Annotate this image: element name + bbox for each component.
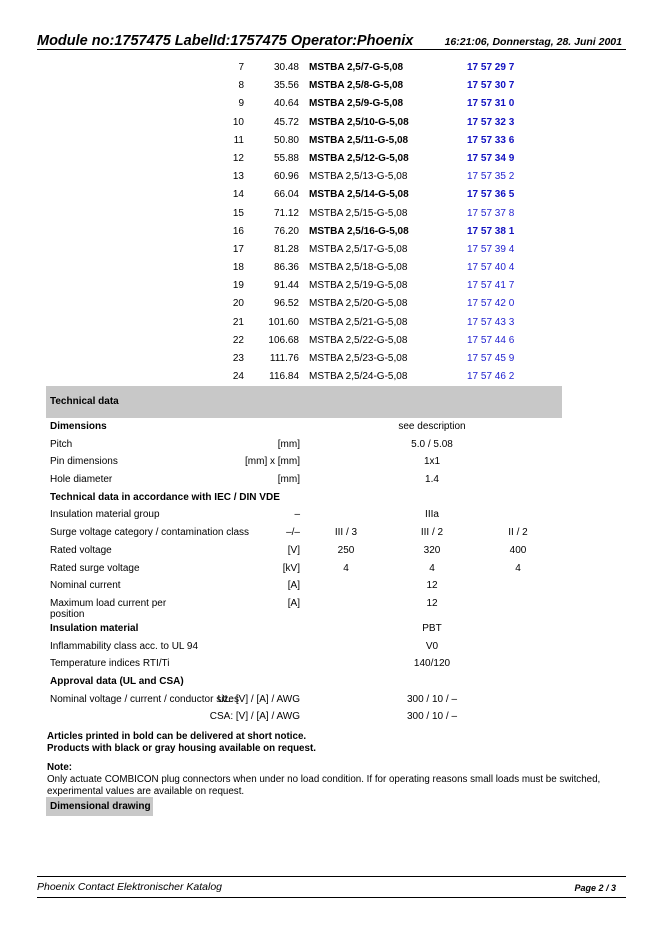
property-unit: [A] xyxy=(287,597,300,609)
pole-count: 12 xyxy=(232,152,244,164)
length-value: 116.84 xyxy=(269,371,299,383)
property-label: Rated surge voltage xyxy=(50,562,140,574)
housing-note: Products with black or gray housing available on request. xyxy=(47,743,316,754)
tech-row xyxy=(50,657,560,675)
length-value: 101.60 xyxy=(268,316,299,328)
order-number: 17 57 41 7 xyxy=(467,280,515,292)
length-value: 96.52 xyxy=(273,298,299,310)
order-number: 17 57 30 7 xyxy=(467,80,515,92)
length-value: 40.64 xyxy=(273,98,299,110)
article-type: MSTBA 2,5/12-G-5,08 xyxy=(309,152,409,164)
value-col-2: 4 xyxy=(429,562,435,574)
article-type: MSTBA 2,5/13-G-5,08 xyxy=(309,171,408,183)
technical-data-bar xyxy=(46,386,562,418)
property-label: Nominal voltage / current / conductor sizes xyxy=(50,693,239,705)
value-col-2: 140/120 xyxy=(413,658,451,670)
property-unit: UL: [V] / [A] / AWG xyxy=(217,693,300,705)
value-col-2: 300 / 10 / – xyxy=(406,693,458,705)
pole-count: 24 xyxy=(232,371,244,383)
article-type: MSTBA 2,5/14-G-5,08 xyxy=(309,189,409,201)
property-unit: – xyxy=(294,509,300,521)
property-unit: [mm] xyxy=(277,474,300,486)
pole-count: 22 xyxy=(232,334,244,346)
note-title: Note: xyxy=(47,762,73,773)
value-col-1: 4 xyxy=(343,562,349,574)
value-col-2: 12 xyxy=(426,597,438,609)
order-number: 17 57 44 6 xyxy=(467,334,515,346)
page-footer xyxy=(37,876,626,898)
section-row xyxy=(50,491,560,509)
page-title: Module no:1757475 LabelId:1757475 Operator:Phoenix xyxy=(37,33,414,49)
length-value: 60.96 xyxy=(273,171,299,183)
tech-row xyxy=(50,508,560,526)
article-type: MSTBA 2,5/8-G-5,08 xyxy=(309,80,404,92)
order-number: 17 57 39 4 xyxy=(467,243,515,255)
tech-row xyxy=(50,579,560,597)
length-value: 81.28 xyxy=(273,243,299,255)
length-value: 86.36 xyxy=(273,262,299,274)
article-type: MSTBA 2,5/21-G-5,08 xyxy=(309,316,408,328)
order-number: 17 57 38 1 xyxy=(467,225,515,237)
pole-count: 15 xyxy=(232,207,244,219)
section-row xyxy=(50,622,560,640)
section-heading: Insulation material xyxy=(50,622,139,634)
section-heading: Technical data in accordance with IEC / DIN VDE xyxy=(50,491,280,503)
tech-row xyxy=(50,562,560,580)
tech-row xyxy=(50,438,560,456)
order-number: 17 57 31 0 xyxy=(467,98,515,110)
value-col-3: II / 2 xyxy=(508,527,528,539)
property-label: Pitch xyxy=(50,438,73,450)
pole-count: 9 xyxy=(238,98,244,110)
property-label: Maximum load current per position xyxy=(50,597,167,620)
article-type: MSTBA 2,5/18-G-5,08 xyxy=(309,262,408,274)
value-col-2: see description xyxy=(398,421,466,432)
section-heading: Approval data (UL and CSA) xyxy=(50,675,184,687)
property-unit: –/– xyxy=(286,527,300,539)
article-type: MSTBA 2,5/17-G-5,08 xyxy=(309,243,408,255)
catalog-name: Phoenix Contact Elektronischer Katalog xyxy=(37,881,223,893)
page-number: Page 2 / 3 xyxy=(574,883,616,893)
length-value: 91.44 xyxy=(273,280,299,292)
notes-block xyxy=(47,731,622,798)
page-header xyxy=(37,33,626,50)
length-value: 106.68 xyxy=(268,334,299,346)
value-col-2: 320 xyxy=(423,544,441,556)
pole-count: 8 xyxy=(238,80,244,92)
order-number: 17 57 42 0 xyxy=(467,298,515,310)
tech-row xyxy=(50,473,560,491)
property-unit: CSA: [V] / [A] / AWG xyxy=(209,711,300,723)
property-label: Pin dimensions xyxy=(50,456,118,468)
note-text: Only actuate COMBICON plug connectors when under no load condition. If for operating reasons small loads must be switched, experimental values are available on request. xyxy=(47,774,601,797)
value-col-3: 4 xyxy=(515,562,521,574)
pole-count: 23 xyxy=(232,353,244,364)
property-label: Hole diameter xyxy=(50,474,113,486)
length-value: 50.80 xyxy=(273,134,299,146)
pole-count: 19 xyxy=(232,280,244,292)
order-number: 17 57 29 7 xyxy=(467,62,515,73)
article-type: MSTBA 2,5/11-G-5,08 xyxy=(309,134,409,146)
value-col-2: 300 / 10 / – xyxy=(406,711,458,723)
dimensional-drawing-title: Dimensional drawing xyxy=(50,801,151,812)
article-type: MSTBA 2,5/16-G-5,08 xyxy=(309,225,409,237)
tech-row xyxy=(50,597,560,622)
property-label: Insulation material group xyxy=(50,509,160,521)
article-type: MSTBA 2,5/15-G-5,08 xyxy=(309,207,408,219)
order-number: 17 57 33 6 xyxy=(467,134,515,146)
timestamp: 16:21:06, Donnerstag, 28. Juni 2001 xyxy=(444,36,622,48)
order-number: 17 57 46 2 xyxy=(467,371,515,383)
article-type: MSTBA 2,5/19-G-5,08 xyxy=(309,280,408,292)
property-unit: [mm] xyxy=(277,438,300,450)
property-label: Surge voltage category / contamination class xyxy=(50,527,249,539)
pole-count: 14 xyxy=(232,189,244,201)
length-value: 76.20 xyxy=(273,225,299,237)
length-value: 35.56 xyxy=(273,80,299,92)
tech-row xyxy=(50,526,560,544)
order-number: 17 57 43 3 xyxy=(467,316,515,328)
article-type: MSTBA 2,5/23-G-5,08 xyxy=(309,353,408,364)
dimensional-drawing-bar xyxy=(46,797,153,816)
tech-row xyxy=(50,544,560,562)
pole-count: 17 xyxy=(232,243,244,255)
pole-count: 16 xyxy=(232,225,244,237)
value-col-3: 400 xyxy=(509,544,527,556)
tech-row xyxy=(50,455,560,473)
tech-row xyxy=(50,640,560,658)
value-col-2: 5.0 / 5.08 xyxy=(411,438,453,450)
article-type: MSTBA 2,5/10-G-5,08 xyxy=(309,116,409,128)
pole-count: 7 xyxy=(238,62,244,73)
order-number: 17 57 37 8 xyxy=(467,207,515,219)
property-unit: [A] xyxy=(287,580,300,592)
article-type: MSTBA 2,5/24-G-5,08 xyxy=(309,371,408,383)
length-value: 66.04 xyxy=(273,189,299,201)
order-number: 17 57 32 3 xyxy=(467,116,515,128)
length-value: 71.12 xyxy=(273,207,299,219)
pole-count: 18 xyxy=(232,262,244,274)
property-unit: [kV] xyxy=(282,562,300,574)
order-number: 17 57 40 4 xyxy=(467,262,515,274)
order-number: 17 57 36 5 xyxy=(467,189,515,201)
technical-data-table xyxy=(50,420,560,728)
value-col-2: V0 xyxy=(425,640,439,652)
pole-count: 10 xyxy=(232,116,244,128)
order-number: 17 57 45 9 xyxy=(467,353,515,364)
value-col-2: PBT xyxy=(422,622,442,634)
bold-articles-note: Articles printed in bold can be delivered at short notice. xyxy=(47,731,307,742)
property-label: Nominal current xyxy=(50,580,121,592)
section-row xyxy=(50,675,560,693)
pole-count: 21 xyxy=(232,316,244,328)
length-value: 45.72 xyxy=(273,116,299,128)
tech-row xyxy=(50,710,560,728)
value-col-2: III / 2 xyxy=(420,527,444,539)
value-col-2: 1.4 xyxy=(425,474,439,486)
article-type: MSTBA 2,5/7-G-5,08 xyxy=(309,62,404,73)
value-col-2: 1x1 xyxy=(423,456,441,468)
pole-count: 13 xyxy=(232,171,244,183)
property-unit: [V] xyxy=(287,544,300,556)
section-heading: Dimensions xyxy=(50,421,107,432)
length-value: 111.76 xyxy=(269,353,299,364)
section-row xyxy=(50,420,560,438)
value-col-1: 250 xyxy=(337,544,355,556)
property-label: Rated voltage xyxy=(50,544,112,556)
technical-data-title: Technical data xyxy=(50,396,119,407)
length-value: 30.48 xyxy=(273,62,299,73)
property-label: Inflammability class acc. to UL 94 xyxy=(50,640,199,652)
property-label: Temperature indices RTI/Ti xyxy=(50,658,170,670)
order-number: 17 57 35 2 xyxy=(467,171,515,183)
article-type: MSTBA 2,5/20-G-5,08 xyxy=(309,298,408,310)
article-type: MSTBA 2,5/22-G-5,08 xyxy=(309,334,408,346)
value-col-2: 12 xyxy=(426,580,438,592)
length-value: 55.88 xyxy=(273,152,299,164)
pole-count: 20 xyxy=(232,298,244,310)
value-col-1: III / 3 xyxy=(334,527,358,539)
tech-row xyxy=(50,693,560,711)
article-type: MSTBA 2,5/9-G-5,08 xyxy=(309,98,404,110)
value-col-2: IIIa xyxy=(425,509,439,521)
order-number: 17 57 34 9 xyxy=(467,152,515,164)
property-unit: [mm] x [mm] xyxy=(245,456,300,468)
pole-count: 11 xyxy=(233,134,244,146)
